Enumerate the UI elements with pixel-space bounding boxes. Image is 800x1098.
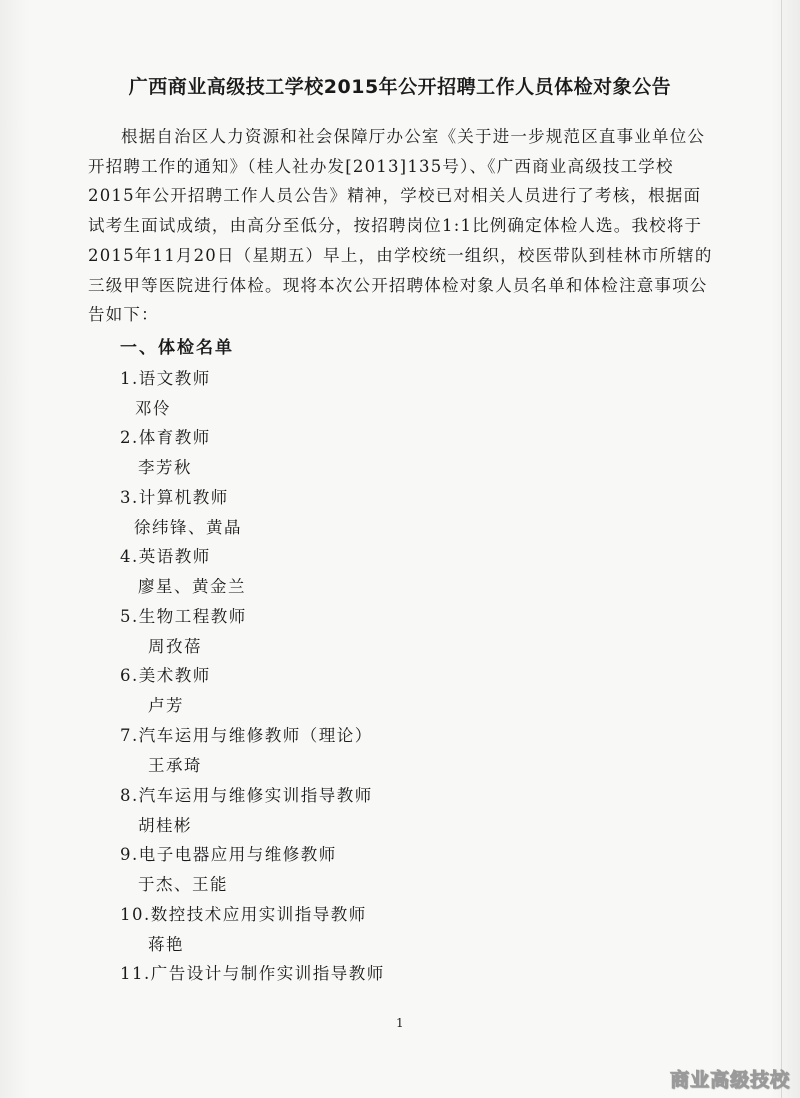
document-title: 广西商业高级技工学校2015年公开招聘工作人员体检对象公告 [128, 76, 672, 98]
section-heading: 一、体检名单 [120, 338, 234, 358]
watermark-logo: 商业高级技校 [669, 1069, 790, 1091]
position-title: 3.计算机教师 [120, 488, 229, 507]
candidate-names: 蒋艳 [148, 935, 184, 954]
candidate-names: 邓伶 [135, 399, 171, 418]
position-title: 2.体育教师 [120, 428, 211, 447]
position-title: 7.汽车运用与维修教师（理论） [120, 726, 373, 745]
candidate-names: 卢芳 [148, 696, 184, 715]
candidate-names: 徐纬锋、黄晶 [134, 518, 242, 537]
page-edge-line [781, 0, 782, 1098]
candidate-names: 于杰、王能 [138, 875, 228, 894]
position-title: 6.美术教师 [120, 666, 211, 685]
position-title: 4.英语教师 [120, 547, 211, 566]
candidate-names: 周孜蓓 [148, 637, 202, 656]
position-title: 9.电子电器应用与维修教师 [120, 845, 337, 864]
candidate-names: 胡桂彬 [138, 816, 192, 835]
position-title: 11.广告设计与制作实训指导教师 [120, 964, 385, 983]
page-number: 1 [396, 1016, 404, 1030]
candidate-names: 廖星、黄金兰 [138, 577, 246, 596]
candidate-names: 王承琦 [148, 756, 202, 775]
candidate-names: 李芳秋 [138, 458, 192, 477]
position-title: 10.数控技术应用实训指导教师 [120, 905, 367, 924]
position-title: 8.汽车运用与维修实训指导教师 [120, 786, 373, 805]
intro-paragraph: 根据自治区人力资源和社会保障厅办公室《关于进一步规范区直事业单位公开招聘工作的通知》（桂人社办发[2013]135号）、《广西商业高级技工学校2015年公开招聘工作人员公告》精神，学校已对相关人员进行了考核，根据面试考生面试成绩，由高分至低分，按招聘岗位1:1比例确定体检人选。我校将于2015年11月20日（星期五）早上，由学校统一组织，校医带队到桂林市所辖的三级甲等医院进行体检。现将本次公开招聘体检对象人员名单和体检注意事项公告如下： [88, 127, 713, 325]
position-title: 5.生物工程教师 [120, 607, 247, 626]
position-title: 1.语文教师 [120, 369, 211, 388]
